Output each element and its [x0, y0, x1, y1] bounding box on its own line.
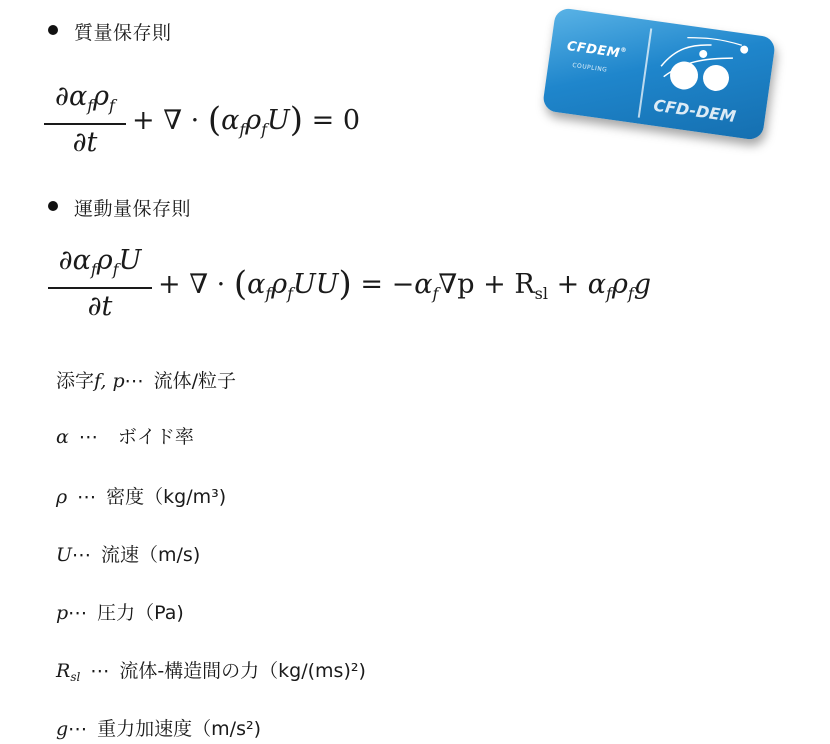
definition-interaction-force: $R_{sl}$ ⋯ 流体-構造間の力（kg/(ms)²) — [56, 660, 366, 684]
mass-equation-fraction — [44, 80, 126, 161]
logo-name-text: CFD-DEM — [652, 95, 738, 127]
bullet-icon — [48, 201, 58, 211]
mass-denominator: ∂t — [72, 127, 98, 158]
cfdem-logo — [542, 7, 776, 141]
definition-subscript: 添字f, p⋯ 流体/粒子 — [56, 370, 237, 392]
logo-divider — [638, 28, 653, 117]
section-title-mass: 質量保存則 — [74, 22, 172, 44]
logo-sub-text: COUPLING — [571, 61, 608, 74]
definition-void-fraction: α ⋯ ボイド率 — [56, 426, 194, 448]
mass-equation-rest: + ∇ · $(\alpha_f\rho_fU) = 0$ — [132, 100, 361, 140]
section-title-momentum: 運動量保存則 — [74, 198, 192, 220]
mass-numerator: $\partial\alpha_f\rho_f$ — [55, 81, 115, 115]
momentum-numerator: $\partial\alpha_f\rho_fU$ — [58, 245, 142, 279]
momentum-equation-fraction — [48, 244, 152, 325]
definition-gravity: g⋯ 重力加速度（m/s²) — [56, 718, 262, 740]
logo-brand-text: CFDEM® — [565, 38, 628, 62]
definition-velocity: U⋯ 流速（m/s) — [56, 544, 201, 566]
momentum-equation-rest: + ∇ · $(\alpha_f\rho_fUU) = -\alpha_f\nabla p + R_{sl} + \alpha_f\rho_fg$ — [158, 264, 652, 304]
definition-density: ρ ⋯ 密度（kg/m³) — [56, 486, 227, 508]
definition-pressure: p⋯ 圧力（Pa) — [56, 602, 184, 624]
bullet-icon — [48, 25, 58, 35]
momentum-denominator: ∂t — [87, 291, 113, 322]
